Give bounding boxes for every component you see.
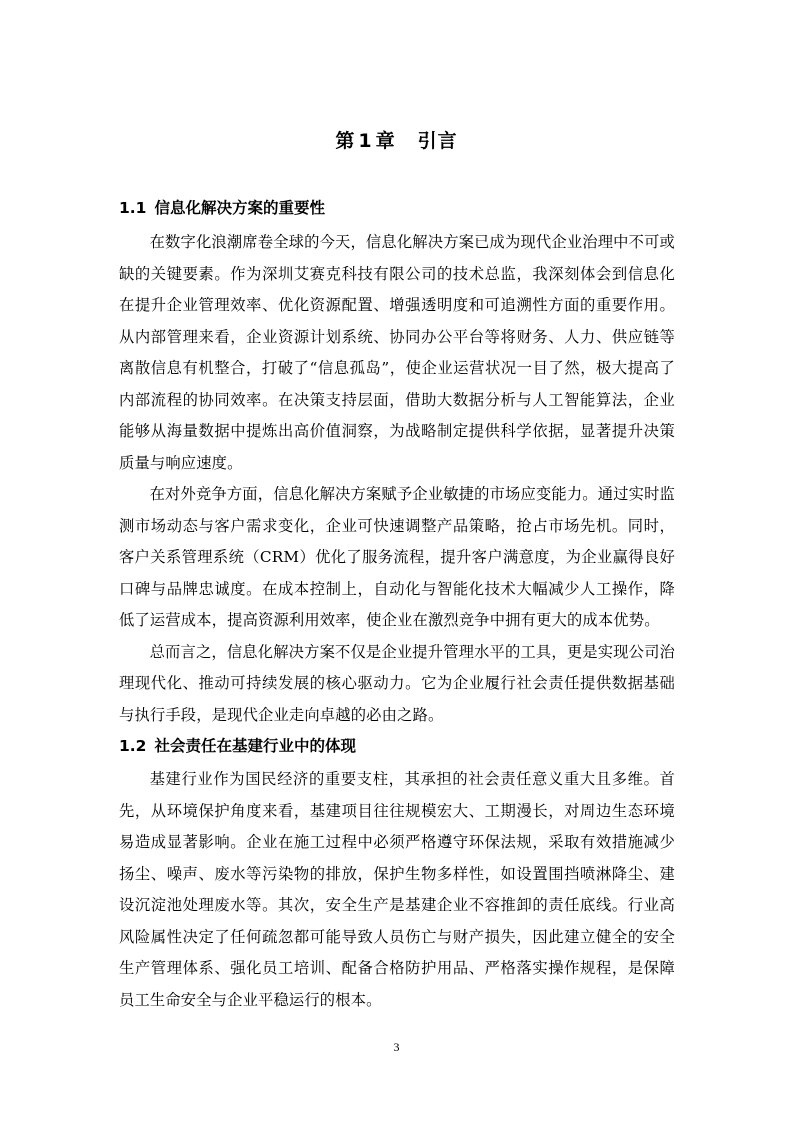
chapter-name: 引言	[417, 130, 458, 152]
section-heading-1-1	[119, 197, 325, 219]
chapter-title	[0, 127, 793, 155]
section-number: 1.1	[119, 199, 147, 217]
section-body-1-1	[119, 227, 675, 731]
section-title: 信息化解决方案的重要性	[154, 199, 325, 217]
section-title: 社会责任在基建行业中的体现	[154, 737, 356, 755]
paragraph: 在对外竞争方面，信息化解决方案赋予企业敏捷的市场应变能力。通过实时监测市场动态与客户需求变化，企业可快速调整产品策略，抢占市场先机。同时，客户关系管理系统（CRM）优化了服务流程，提升客户满意度，为企业赢得良好口碑与品牌忠诚度。在成本控制上，自动化与智能化技术大幅减少人工操作，降低了运营成本，提高资源利用效率，使企业在激烈竞争中拥有更大的成本优势。	[119, 485, 675, 629]
section-body-1-2	[119, 764, 675, 1016]
chapter-number: 1	[358, 130, 373, 152]
section-heading-1-2	[119, 735, 356, 757]
paragraph: 基建行业作为国民经济的重要支柱，其承担的社会责任意义重大且多维。首先，从环境保护角度来看，基建项目往往规模宏大、工期漫长，对周边生态环境易造成显著影响。企业在施工过程中必须严格遵守环保法规，采取有效措施减少扬尘、噪声、废水等污染物的排放，保护生物多样性，如设置围挡喷淋降尘、建设沉淀池处理废水等。其次，安全生产是基建企业不容推卸的责任底线。行业高风险属性决定了任何疏忽都可能导致人员伤亡与财产损失，因此建立健全的安全生产管理体系、强化员工培训、配备合格防护用品、严格落实操作规程，是保障员工生命安全与企业平稳运行的根本。	[119, 770, 675, 1009]
page-number: 3	[393, 1040, 400, 1054]
chapter-suffix: 章	[375, 130, 396, 152]
chapter-prefix: 第	[335, 130, 356, 152]
paragraph: 在数字化浪潮席卷全球的今天，信息化解决方案已成为现代企业治理中不可或缺的关键要素。作为深圳艾赛克科技有限公司的技术总监，我深刻体会到信息化在提升企业管理效率、优化资源配置、增强透明度和可追溯性方面的重要作用。从内部管理来看，企业资源计划系统、协同办公平台等将财务、人力、供应链等离散信息有机整合，打破了“信息孤岛”，使企业运营状况一目了然，极大提高了内部流程的协同效率。在决策支持层面，借助大数据分析与人工智能算法，企业能够从海量数据中提炼出高价值洞察，为战略制定提供科学依据，显著提升决策质量与响应速度。	[119, 233, 675, 472]
section-number: 1.2	[119, 737, 147, 755]
paragraph: 总而言之，信息化解决方案不仅是企业提升管理水平的工具，更是实现公司治理现代化、推动可持续发展的核心驱动力。它为企业履行社会责任提供数据基础与执行手段，是现代企业走向卓越的必由之路。	[119, 642, 675, 724]
